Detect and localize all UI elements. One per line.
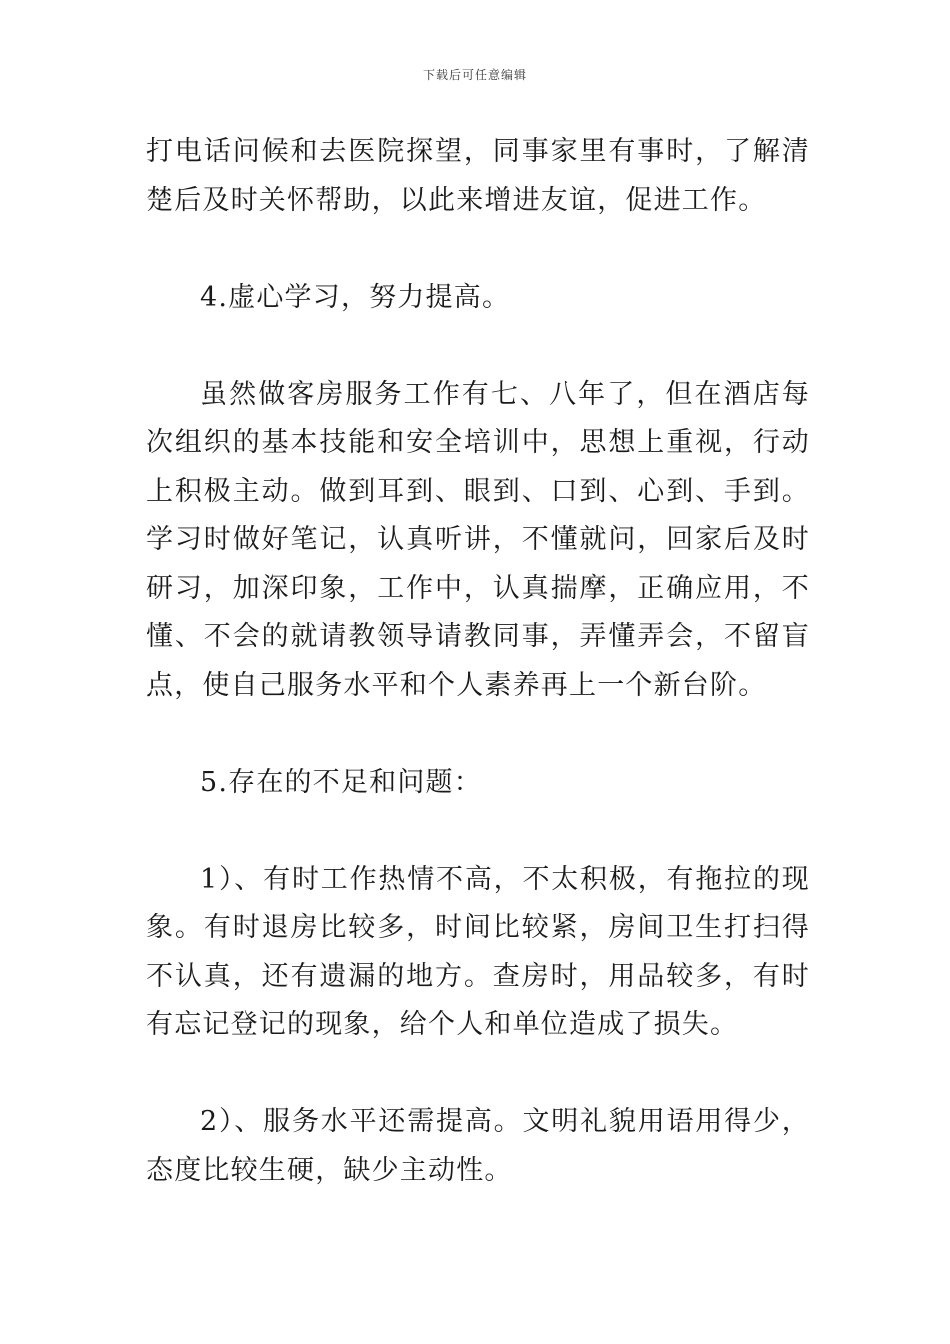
paragraph-gap xyxy=(146,807,810,856)
paragraph-issue-2: 2）、服务水平还需提高。文明礼貌用语用得少，态度比较生硬，缺少主动性。 xyxy=(146,1106,810,1186)
document-body xyxy=(146,128,810,1195)
section-heading-4: 4.虚心学习，努力提高。 xyxy=(200,281,511,313)
paragraph-gap xyxy=(146,710,810,759)
paragraph-learning: 虽然做客房服务工作有七、八年了，但在酒店每次组织的基本技能和安全培训中，思想上重视，行动上积极主动。做到耳到、眼到、口到、心到、手到。学习时做好笔记，认真听讲，不懂就问，回家后及时研习，加深印象，工作中，认真揣摩，正确应用，不懂、不会的就请教领导请教同事，弄懂弄会，不留盲点，使自己服务水平和个人素养再上一个新台阶。 xyxy=(146,378,810,701)
section-heading-5: 5.存在的不足和问题： xyxy=(200,766,482,798)
paragraph-gap xyxy=(146,1050,810,1099)
paragraph-gap xyxy=(146,322,810,371)
paragraph-gap xyxy=(146,225,810,274)
paragraph-issue-1: 1）、有时工作热情不高，不太积极，有拖拉的现象。有时退房比较多，时间比较紧，房间卫生打扫得不认真，还有遗漏的地方。查房时，用品较多，有时有忘记登记的现象，给个人和单位造成了损失。 xyxy=(146,863,810,1040)
page-header: 下载后可任意编辑 xyxy=(422,68,527,82)
paragraph-continuation: 打电话问候和去医院探望，同事家里有事时，了解清楚后及时关怀帮助，以此来增进友谊，促进工作。 xyxy=(146,136,810,216)
